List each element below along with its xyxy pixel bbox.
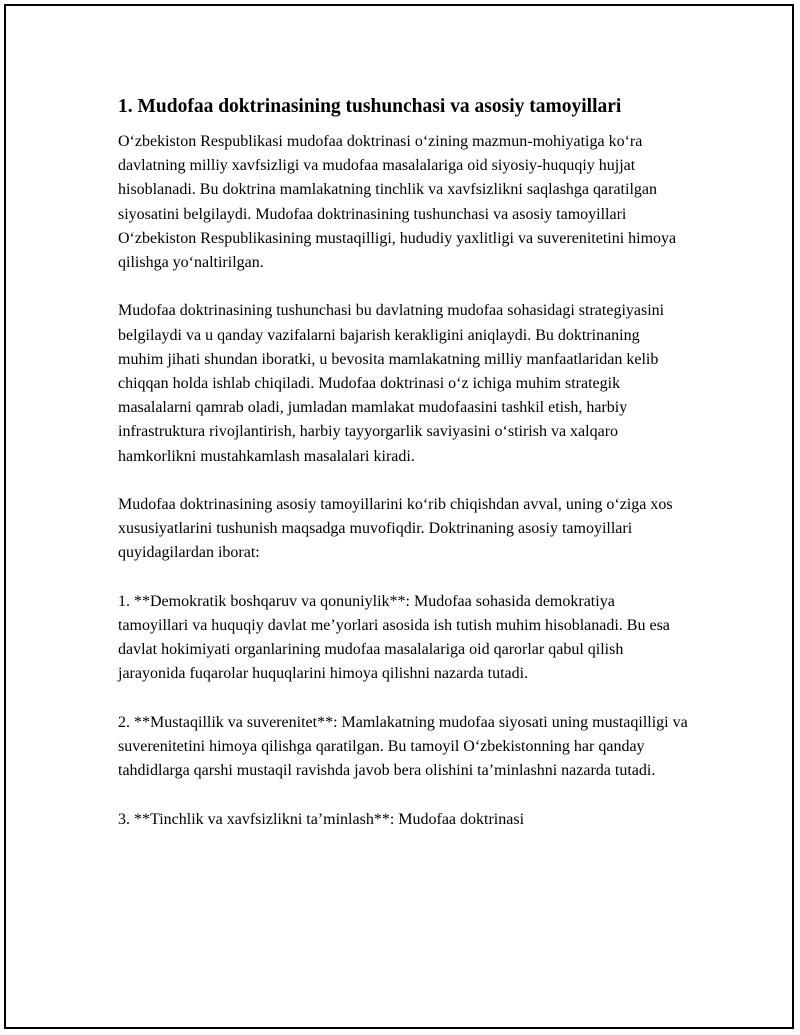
document-body	[118, 94, 688, 856]
paragraph-principles-intro: Mudofaa doktrinasining asosiy tamoyillarini ko‘rib chiqishdan avval, uning o‘ziga xos xususiyatlarini tushunish maqsadga muvofiqdir. Doktrinaning asosiy tamoyillari quyidagilardan iborat:	[118, 496, 673, 562]
paragraph-concept: Mudofaa doktrinasining tushunchasi bu davlatning mudofaa sohasidagi strategiyasini belgilaydi va u qanday vazifalarni bajarish kerakligini aniqlaydi. Bu doktrinaning muhim jihati shundan iboratki, u bevosita mamlakatning milliy manfaatlaridan kelib chiqqan holda ishlab chiqiladi. Mudofaa doktrinasi o‘z ichiga muhim strategik masalalarni qamrab oladi, jumladan mamlakat mudofaasini tashkil etish, harbiy infrastruktura rivojlantirish, harbiy tayyorgarlik saviyasini o‘stirish va xalqaro hamkorlikni mustahkamlash masalalari kiradi.	[118, 302, 665, 465]
paragraph-principle-2: 2. **Mustaqillik va suverenitet**: Mamlakatning mudofaa siyosati uning mustaqilligi va suverenitetini himoya qilishga qaratilgan. Bu tamoyil O‘zbekistonning har qanday tahdidlarga qarshi mustaqil ravishda javob bera olishini ta’minlashni nazarda tutadi.	[118, 713, 688, 780]
paragraph-intro: O‘zbekiston Respublikasi mudofaa doktrinasi o‘zining mazmun-mohiyatiga ko‘ra davlatning milliy xavfsizligi va mudofaa masalalariga oid siyosiy-huquqiy hujjat hisoblanadi. Bu doktrina mamlakatning tinchlik va xavfsizlikni saqlashga qaratilgan siyosatini belgilaydi. Mudofaa doktrinasining tushunchasi va asosiy tamoyillari O‘zbekiston Respublikasining mustaqilligi, hududiy yaxlitligi va suverenitetini himoya qilishga yo‘naltirilgan.	[118, 133, 677, 272]
paragraph-principle-1: 1. **Demokratik boshqaruv va qonuniylik**: Mudofaa sohasida demokratiya tamoyillari va huquqiy davlat me’yorlari asosida ish tutish muhim hisoblanadi. Bu esa davlat hokimiyati organlarining mudofaa masalalariga oid qarorlar qabul qilish jarayonida fuqarolar huquqlarini himoya qilishni nazarda tutadi.	[118, 592, 670, 683]
paragraph-principle-3: 3. **Tinchlik va xavfsizlikni ta’minlash**: Mudofaa doktrinasi	[118, 810, 525, 828]
document-title: 1. Mudofaa doktrinasining tushunchasi va asosiy tamoyillari	[118, 96, 622, 117]
